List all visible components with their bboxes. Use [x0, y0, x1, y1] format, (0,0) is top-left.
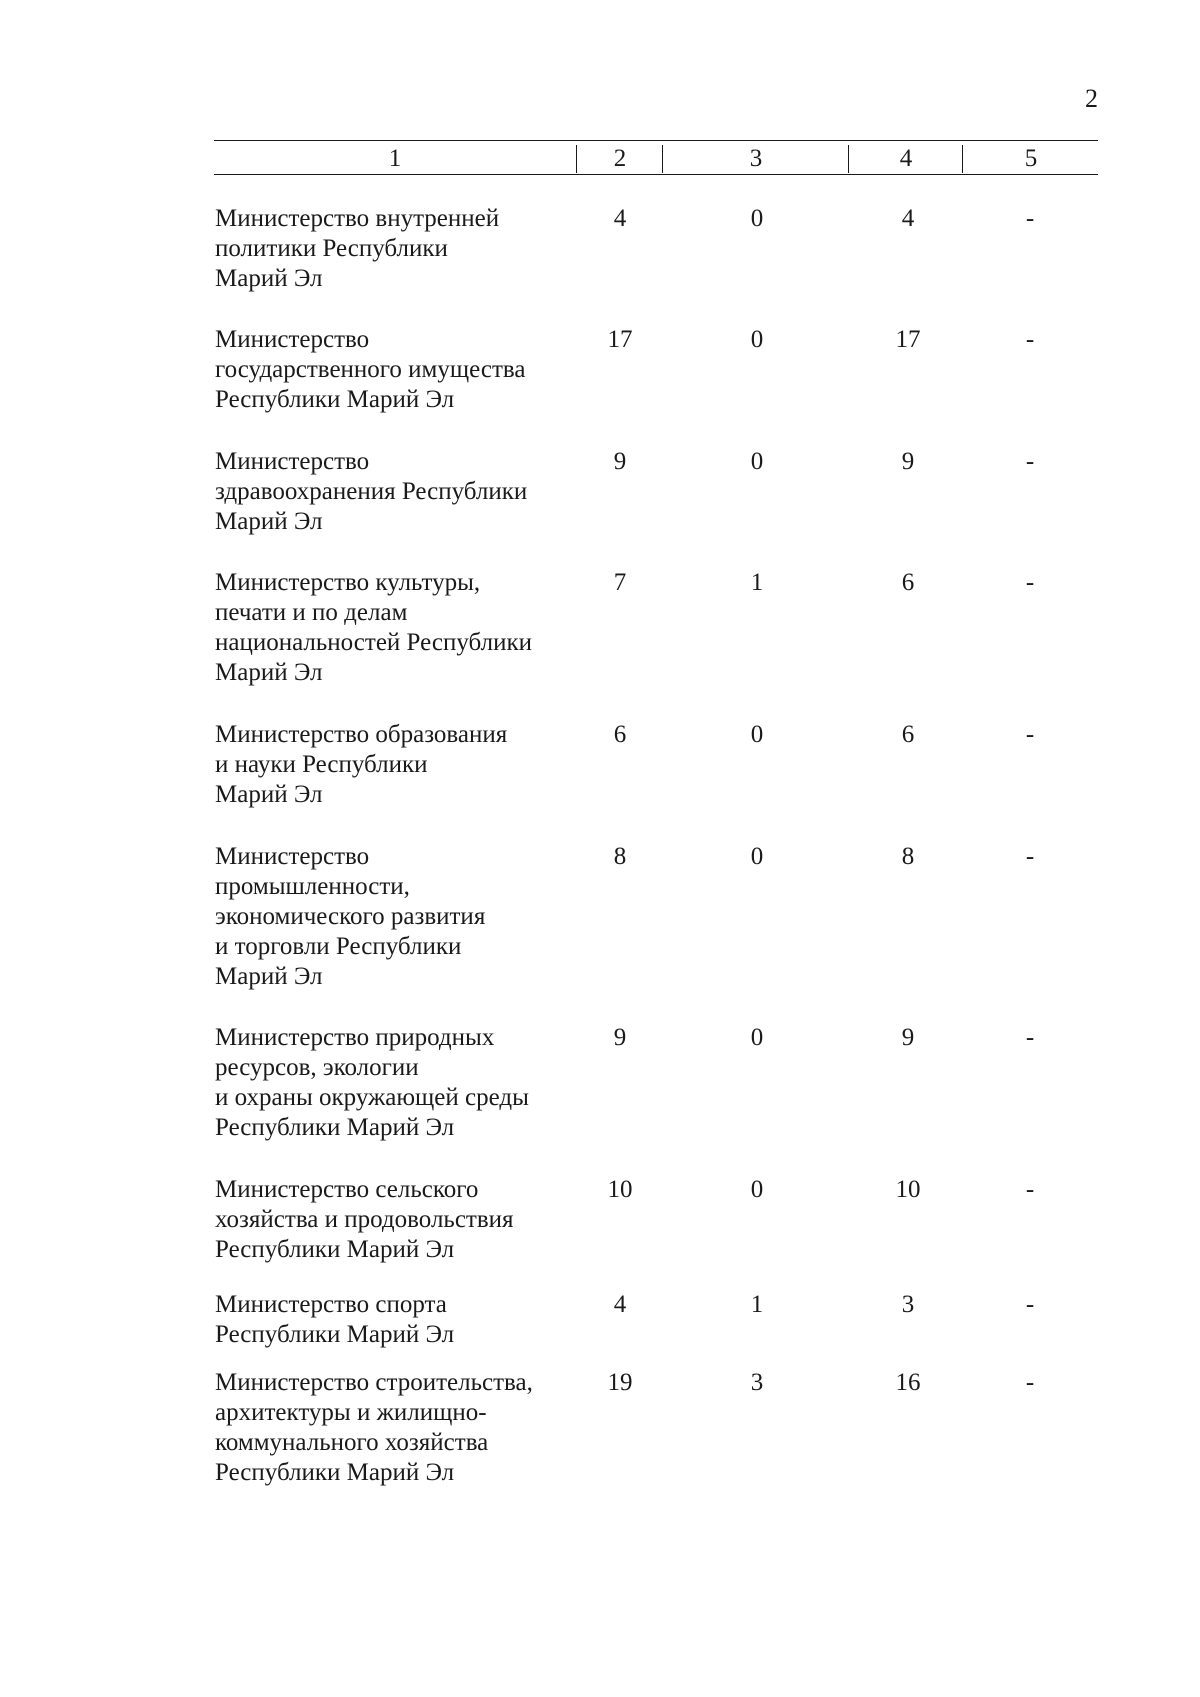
ministry-name-line: Министерство	[215, 326, 370, 353]
ministry-name	[215, 1175, 575, 1265]
ministry-name-line: Республики Марий Эл	[215, 1114, 455, 1141]
cell-c2: 8	[613, 843, 627, 870]
ministry-name-line: и торговли Республики	[215, 933, 462, 960]
ministry-name-line: Республики Марий Эл	[215, 1236, 455, 1263]
cell-c2: 6	[613, 721, 627, 748]
cell-c4: 8	[901, 843, 915, 870]
cell-c4: 6	[901, 721, 915, 748]
ministry-name	[215, 568, 575, 688]
ministry-name-line: государственного имущества	[215, 356, 526, 383]
ministry-name	[215, 720, 575, 810]
cell-c2: 7	[613, 569, 627, 596]
ministry-name-line: Министерство образования	[215, 721, 508, 748]
cell-c4: 6	[901, 569, 915, 596]
cell-c3: 0	[750, 1176, 764, 1203]
cell-c2: 4	[613, 1291, 627, 1318]
cell-c4: 17	[895, 326, 921, 353]
cell-c5: -	[1025, 721, 1035, 748]
cell-c5: -	[1025, 326, 1035, 353]
ministry-name-line: Республики Марий Эл	[215, 386, 455, 413]
ministry-name	[215, 325, 575, 415]
cell-c4: 3	[901, 1291, 915, 1318]
ministry-name-line: архитектуры и жилищно-	[215, 1399, 487, 1426]
cell-c2: 9	[613, 1024, 627, 1051]
ministry-name-line: Министерство культуры,	[215, 569, 481, 596]
cell-c3: 0	[750, 843, 764, 870]
cell-c3: 1	[750, 1291, 764, 1318]
cell-c3: 0	[750, 326, 764, 353]
cell-c5: -	[1025, 843, 1035, 870]
cell-c2: 9	[613, 448, 627, 475]
ministry-name-line: Республики Марий Эл	[215, 1321, 455, 1348]
cell-c5: -	[1025, 1024, 1035, 1051]
ministry-name-line: Марий Эл	[215, 659, 323, 686]
ministry-name	[215, 204, 575, 294]
ministry-name-line: и охраны окружающей среды	[215, 1084, 529, 1111]
page-number: 2	[1085, 84, 1098, 113]
ministry-name-line: экономического развития	[215, 903, 486, 930]
ministry-name-line: Министерство внутренней	[215, 205, 500, 232]
ministry-name-line: промышленности,	[215, 873, 410, 900]
cell-c3: 3	[750, 1369, 764, 1396]
ministry-name-line: национальностей Республики	[215, 629, 532, 656]
ministry-name-line: ресурсов, экологии	[215, 1054, 419, 1081]
cell-c5: -	[1025, 1176, 1035, 1203]
cell-c4: 9	[901, 1024, 915, 1051]
ministry-name	[215, 1368, 575, 1488]
ministry-name	[215, 1023, 575, 1143]
table-header-col-4: 4	[848, 145, 963, 173]
cell-c5: -	[1025, 448, 1035, 475]
ministry-name-line: здравоохранения Республики	[215, 478, 528, 505]
ministry-name	[215, 842, 575, 992]
cell-c5: -	[1025, 1369, 1035, 1396]
ministry-name-line: Министерство	[215, 448, 370, 475]
ministry-name-line: коммунального хозяйства	[215, 1429, 489, 1456]
table-header-col-5: 5	[962, 145, 1099, 173]
ministry-name-line: Республики Марий Эл	[215, 1459, 455, 1486]
cell-c2: 17	[607, 326, 633, 353]
cell-c3: 0	[750, 448, 764, 475]
ministry-name-line: Министерство строительства,	[215, 1369, 533, 1396]
ministry-name-line: Марий Эл	[215, 508, 323, 535]
table-header-col-1: 1	[388, 145, 402, 172]
cell-c3: 0	[750, 205, 764, 232]
cell-c4: 4	[901, 205, 915, 232]
cell-c2: 19	[607, 1369, 633, 1396]
cell-c5: -	[1025, 569, 1035, 596]
cell-c4: 16	[895, 1369, 921, 1396]
cell-c2: 4	[613, 205, 627, 232]
ministry-name	[215, 1290, 575, 1350]
ministry-name	[215, 447, 575, 537]
table-header-col-3: 3	[662, 145, 849, 173]
ministry-name-line: Министерство спорта	[215, 1291, 447, 1318]
ministry-name-line: политики Республики	[215, 235, 448, 262]
table-header-col-2: 2	[576, 145, 663, 173]
ministry-name-line: Министерство сельского	[215, 1176, 479, 1203]
ministry-name-line: Министерство	[215, 843, 370, 870]
ministry-name-line: хозяйства и продовольствия	[215, 1206, 514, 1233]
cell-c5: -	[1025, 205, 1035, 232]
ministry-name-line: печати и по делам	[215, 599, 408, 626]
ministry-name-line: и науки Республики	[215, 751, 428, 778]
cell-c4: 10	[895, 1176, 921, 1203]
cell-c4: 9	[901, 448, 915, 475]
table-header-bottom-rule	[214, 174, 1098, 175]
ministry-name-line: Марий Эл	[215, 265, 323, 292]
cell-c5: -	[1025, 1291, 1035, 1318]
cell-c3: 1	[750, 569, 764, 596]
table-header-top-rule	[214, 140, 1098, 141]
cell-c2: 10	[607, 1176, 633, 1203]
ministry-name-line: Министерство природных	[215, 1024, 495, 1051]
cell-c3: 0	[750, 721, 764, 748]
cell-c3: 0	[750, 1024, 764, 1051]
ministry-name-line: Марий Эл	[215, 781, 323, 808]
ministry-name-line: Марий Эл	[215, 963, 323, 990]
